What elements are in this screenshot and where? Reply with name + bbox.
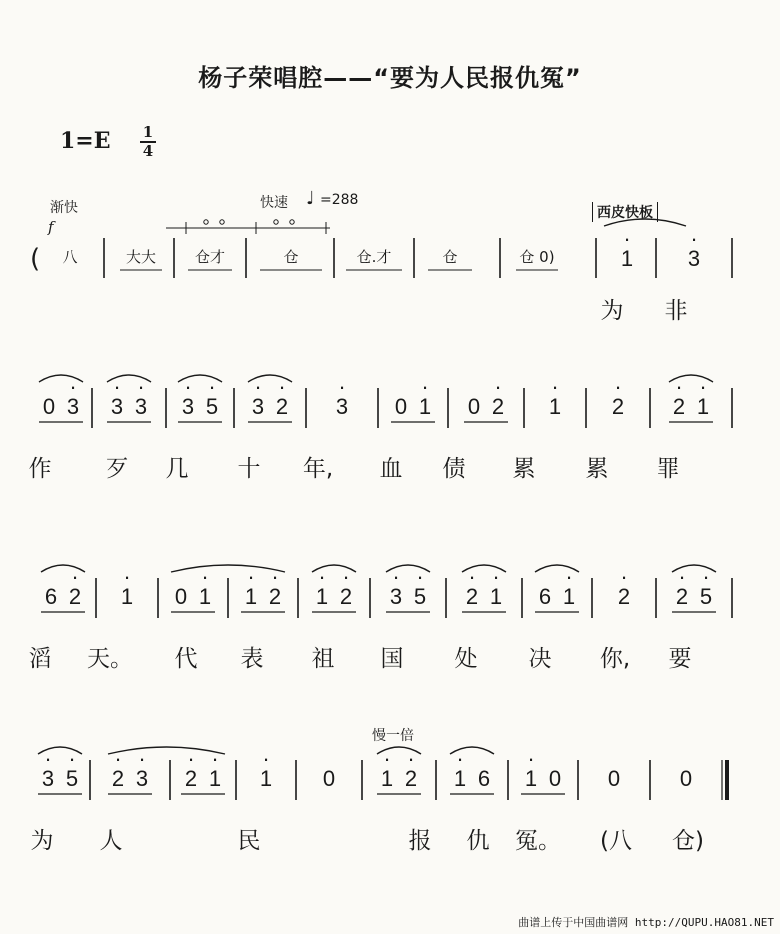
jianpu-note: 2 <box>611 394 625 419</box>
tempo-value: =288 <box>320 192 359 208</box>
percussion-syllable: 大大 <box>125 248 156 266</box>
high-octave-dot: · <box>620 564 628 589</box>
lyric-char: 债 <box>442 456 466 482</box>
high-octave-dot: · <box>699 374 707 399</box>
lyric-char: 为 <box>30 828 54 854</box>
lyric-char: 仓) <box>672 828 704 854</box>
watermark-text: 曲谱上传于中国曲谱网 http://QUPU.HAO81.NET <box>518 916 774 929</box>
jianpu-note: 1 <box>208 766 222 791</box>
jianpu-note: 1 <box>453 766 467 791</box>
high-octave-dot: · <box>392 564 400 589</box>
lyric-char: 报 <box>408 828 432 854</box>
lyric-char: 冤。 <box>515 828 561 854</box>
percussion-syllable: 仓 <box>283 248 299 266</box>
high-octave-dot: · <box>278 374 286 399</box>
jianpu-note: 2 <box>268 584 282 609</box>
jianpu-note: 1 <box>198 584 212 609</box>
high-octave-dot: · <box>675 374 683 399</box>
high-octave-dot: · <box>69 374 77 399</box>
song-title: 杨子荣唱腔——“要为人民报仇冤” <box>198 64 582 92</box>
high-octave-dot: · <box>247 564 255 589</box>
jianpu-note: 2 <box>111 766 125 791</box>
lyric-char: 十 <box>237 456 261 482</box>
jianpu-note: 1 <box>524 766 538 791</box>
jianpu-note: 0 <box>394 394 408 419</box>
dynamic-forte: f <box>48 218 54 236</box>
high-octave-dot: · <box>184 374 192 399</box>
jianpu-note: 1 <box>418 394 432 419</box>
lyric-char: 血 <box>379 456 403 482</box>
jianpu-note: 5 <box>65 766 79 791</box>
high-octave-dot: · <box>338 374 346 399</box>
high-octave-dot: · <box>407 746 415 771</box>
lyric-char: 几 <box>165 456 189 482</box>
high-octave-dot: · <box>421 374 429 399</box>
slur <box>41 565 85 572</box>
percussion-syllable: 仓 0) <box>519 248 555 266</box>
jianpu-note: 3 <box>251 394 265 419</box>
slur <box>248 375 292 382</box>
jianpu-note: 5 <box>205 394 219 419</box>
jianpu-note: 0 <box>467 394 481 419</box>
high-octave-dot: · <box>187 746 195 771</box>
slur <box>535 565 579 572</box>
jianpu-note: 0 <box>174 584 188 609</box>
jianpu-note: 5 <box>413 584 427 609</box>
slur <box>108 747 225 754</box>
jianpu-note: 1 <box>696 394 710 419</box>
slur <box>178 375 222 382</box>
jianpu-note: 6 <box>538 584 552 609</box>
section-label: 西皮快板 <box>592 202 658 222</box>
slur <box>450 747 494 754</box>
lyric-char: (八 <box>600 828 632 854</box>
jianpu-note: 0 <box>548 766 562 791</box>
jianpu-note: 6 <box>44 584 58 609</box>
lyric-char: 滔 <box>28 646 52 672</box>
jianpu-note: 3 <box>335 394 349 419</box>
lyric-char: 祖 <box>311 646 335 672</box>
lyric-char: 仇 <box>466 828 490 854</box>
lyric-char: 作 <box>28 456 52 482</box>
lyric-char: 表 <box>240 646 264 672</box>
jianpu-note: 1 <box>315 584 329 609</box>
lyric-char: 累 <box>585 456 609 482</box>
jianpu-note: 3 <box>110 394 124 419</box>
percussion-syllable: 八 <box>62 248 78 266</box>
jianpu-note: 2 <box>339 584 353 609</box>
lyric-char: 你, <box>599 646 631 672</box>
high-octave-dot: · <box>44 746 52 771</box>
jianpu-note: 3 <box>181 394 195 419</box>
jianpu-note: 0 <box>607 766 621 791</box>
quarter-note-icon: ♩ <box>306 188 315 209</box>
percussion-syllable: 仓才 <box>194 248 225 266</box>
jianpu-note: 3 <box>134 394 148 419</box>
jianpu-note: 2 <box>465 584 479 609</box>
jianpu-note: 5 <box>699 584 713 609</box>
high-octave-dot: · <box>551 374 559 399</box>
lyric-char: 罪 <box>656 456 680 482</box>
jianpu-note: 0 <box>679 766 693 791</box>
lyric-char: 累 <box>512 456 536 482</box>
lyric-char: 歹 <box>105 456 129 482</box>
jianpu-note: 2 <box>672 394 686 419</box>
jianpu-note: 2 <box>617 584 631 609</box>
high-octave-dot: · <box>114 746 122 771</box>
high-octave-dot: · <box>702 564 710 589</box>
jianpu-note: 1 <box>489 584 503 609</box>
rest-marker-icon <box>204 220 208 224</box>
lyric-char: 民 <box>237 828 261 854</box>
high-octave-dot: · <box>565 564 573 589</box>
jianpu-note: 2 <box>491 394 505 419</box>
high-octave-dot: · <box>254 374 262 399</box>
slur <box>171 565 285 572</box>
tempo-accelerando: 渐快 <box>50 200 78 216</box>
lyric-char: 年, <box>302 456 334 482</box>
jianpu-note: 3 <box>687 246 701 271</box>
opening-paren: ( <box>30 244 41 274</box>
high-octave-dot: · <box>614 374 622 399</box>
high-octave-dot: · <box>68 746 76 771</box>
slur <box>107 375 151 382</box>
lyric-char: 要 <box>668 646 692 672</box>
high-octave-dot: · <box>623 226 631 251</box>
lyric-char: 人 <box>99 828 123 854</box>
slur <box>669 375 713 382</box>
slur <box>672 565 716 572</box>
high-octave-dot: · <box>494 374 502 399</box>
percussion-syllable: 仓 <box>442 248 458 266</box>
jianpu-note: 3 <box>41 766 55 791</box>
high-octave-dot: · <box>262 746 270 771</box>
jianpu-note: 1 <box>562 584 576 609</box>
high-octave-dot: · <box>208 374 216 399</box>
high-octave-dot: · <box>690 226 698 251</box>
time-signature-top: 1 <box>142 123 154 141</box>
jianpu-note: 3 <box>66 394 80 419</box>
jianpu-note: 3 <box>389 584 403 609</box>
rest-marker-icon <box>290 220 294 224</box>
slur <box>462 565 506 572</box>
high-octave-dot: · <box>137 374 145 399</box>
high-octave-dot: · <box>416 564 424 589</box>
high-octave-dot: · <box>138 746 146 771</box>
lyric-char: 处 <box>454 646 478 672</box>
percussion-syllable: 仓.才 <box>356 248 392 266</box>
jianpu-note: 1 <box>244 584 258 609</box>
high-octave-dot: · <box>527 746 535 771</box>
jianpu-note: 1 <box>620 246 634 271</box>
jianpu-note: 3 <box>135 766 149 791</box>
jianpu-note: 1 <box>380 766 394 791</box>
jianpu-note: 1 <box>120 584 134 609</box>
high-octave-dot: · <box>71 564 79 589</box>
slur <box>312 565 356 572</box>
rest-marker-icon <box>220 220 224 224</box>
high-octave-dot: · <box>468 564 476 589</box>
jianpu-note: 2 <box>184 766 198 791</box>
high-octave-dot: · <box>211 746 219 771</box>
high-octave-dot: · <box>318 564 326 589</box>
tempo-slow-label: 慢一倍 <box>372 728 414 744</box>
rest-marker-icon <box>274 220 278 224</box>
jianpu-note: 1 <box>259 766 273 791</box>
jianpu-note: 6 <box>477 766 491 791</box>
high-octave-dot: · <box>342 564 350 589</box>
lyric-char: 代 <box>174 646 198 672</box>
high-octave-dot: · <box>123 564 131 589</box>
jianpu-note: 0 <box>322 766 336 791</box>
high-octave-dot: · <box>383 746 391 771</box>
high-octave-dot: · <box>678 564 686 589</box>
jianpu-note: 2 <box>275 394 289 419</box>
lyric-char: 天。 <box>87 646 133 672</box>
lyric-char: 决 <box>528 646 552 672</box>
jianpu-note: 2 <box>675 584 689 609</box>
tempo-fast-label: 快速 <box>260 195 288 211</box>
high-octave-dot: · <box>456 746 464 771</box>
lyric-char: 非 <box>664 298 688 324</box>
jianpu-note: 0 <box>42 394 56 419</box>
jianpu-note: 2 <box>68 584 82 609</box>
key-signature: 1=E <box>60 128 111 154</box>
high-octave-dot: · <box>201 564 209 589</box>
high-octave-dot: · <box>492 564 500 589</box>
slur <box>386 565 430 572</box>
slur <box>377 747 421 754</box>
slur <box>38 747 82 754</box>
high-octave-dot: · <box>271 564 279 589</box>
slur <box>39 375 83 382</box>
jianpu-note: 2 <box>404 766 418 791</box>
jianpu-note: 1 <box>548 394 562 419</box>
lyric-char: 国 <box>380 646 404 672</box>
slur <box>604 219 686 226</box>
lyric-char: 为 <box>600 298 624 324</box>
high-octave-dot: · <box>113 374 121 399</box>
time-signature-bottom: 4 <box>142 142 154 160</box>
